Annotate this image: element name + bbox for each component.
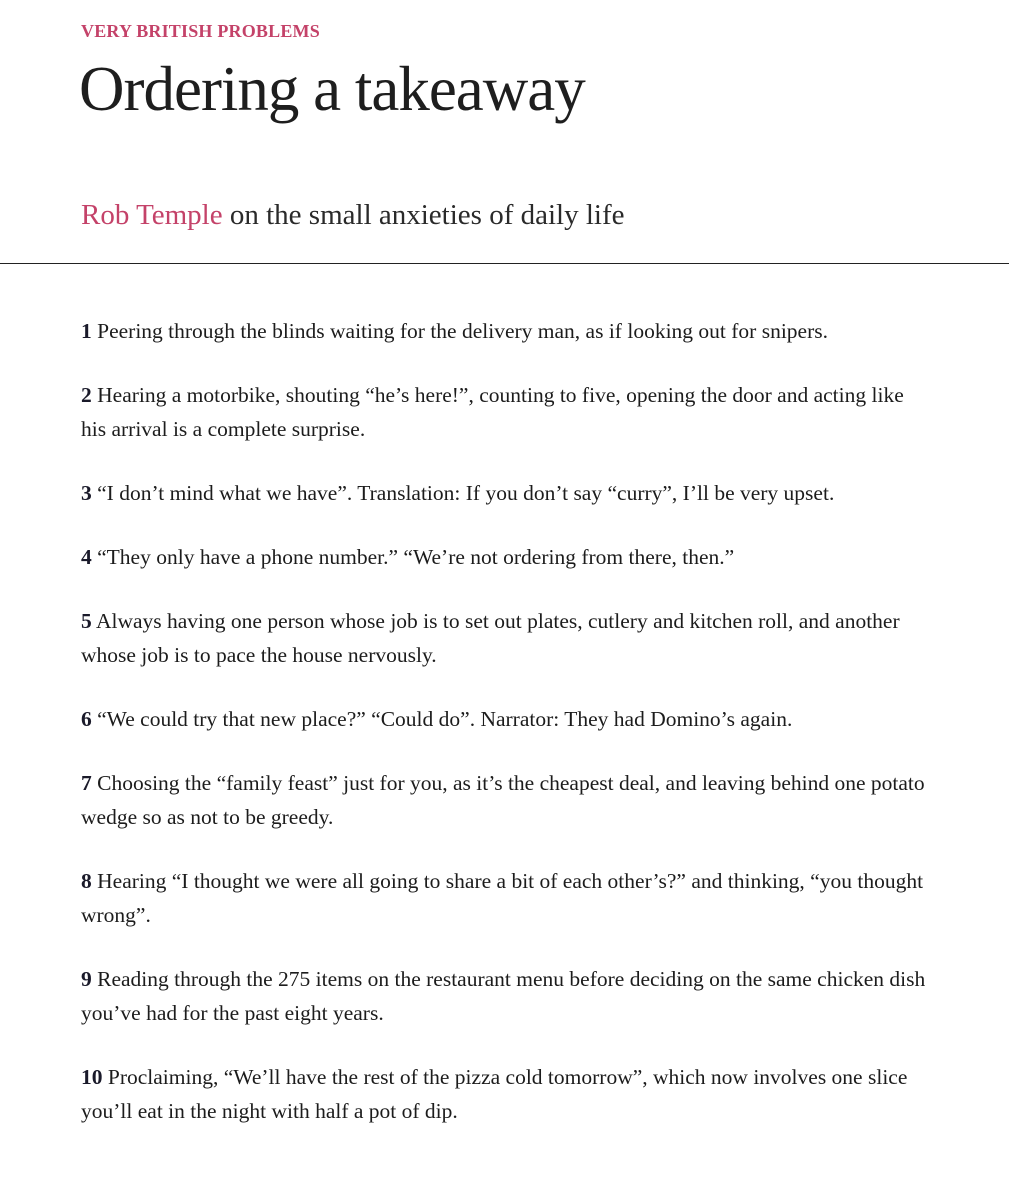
standfirst	[81, 198, 625, 233]
item-text: Peering through the blinds waiting for the delivery man, as if looking out for snipers.	[97, 319, 828, 343]
item-number: 7	[81, 771, 92, 795]
item-number: 10	[81, 1065, 103, 1089]
article-title: Ordering a takeaway	[79, 54, 585, 124]
item-text: “We could try that new place?” “Could do”. Narrator: They had Domino’s again.	[97, 707, 793, 731]
section-kicker[interactable]: VERY BRITISH PROBLEMS	[81, 21, 320, 41]
problems-list	[81, 314, 931, 1158]
list-item	[81, 604, 931, 672]
item-number: 6	[81, 707, 92, 731]
item-number: 9	[81, 967, 92, 991]
list-item	[81, 702, 931, 736]
article-header	[0, 0, 1009, 264]
author-name[interactable]: Rob Temple	[81, 199, 223, 231]
item-text: “They only have a phone number.” “We’re not ordering from there, then.”	[97, 545, 735, 569]
item-number: 2	[81, 383, 92, 407]
item-text: “I don’t mind what we have”. Translation: If you don’t say “curry”, I’ll be very upset.	[97, 481, 835, 505]
list-item	[81, 314, 931, 348]
list-item	[81, 1060, 931, 1128]
item-text: Reading through the 275 items on the restaurant menu before deciding on the same chicken dish you’ve had for the past eight years.	[81, 967, 926, 1025]
list-item	[81, 962, 931, 1030]
item-number: 3	[81, 481, 92, 505]
item-number: 4	[81, 545, 92, 569]
standfirst-text: on the small anxieties of daily life	[229, 199, 625, 231]
list-item	[81, 378, 931, 446]
list-item	[81, 864, 931, 932]
item-text: Choosing the “family feast” just for you, as it’s the cheapest deal, and leaving behind one potato wedge so as not to be greedy.	[81, 771, 925, 829]
item-text: Hearing a motorbike, shouting “he’s here!”, counting to five, opening the door and acting like his arrival is a complete surprise.	[81, 383, 904, 441]
item-number: 1	[81, 319, 92, 343]
list-item	[81, 766, 931, 834]
header-divider	[0, 263, 1009, 264]
list-item	[81, 540, 931, 574]
item-text: Always having one person whose job is to set out plates, cutlery and kitchen roll, and another whose job is to pace the house nervously.	[81, 609, 900, 667]
list-item	[81, 476, 931, 510]
item-number: 5	[81, 609, 92, 633]
item-text: Proclaiming, “We’ll have the rest of the pizza cold tomorrow”, which now involves one slice you’ll eat in the night with half a pot of dip.	[81, 1065, 908, 1123]
item-number: 8	[81, 869, 92, 893]
item-text: Hearing “I thought we were all going to share a bit of each other’s?” and thinking, “you thought wrong”.	[81, 869, 924, 927]
